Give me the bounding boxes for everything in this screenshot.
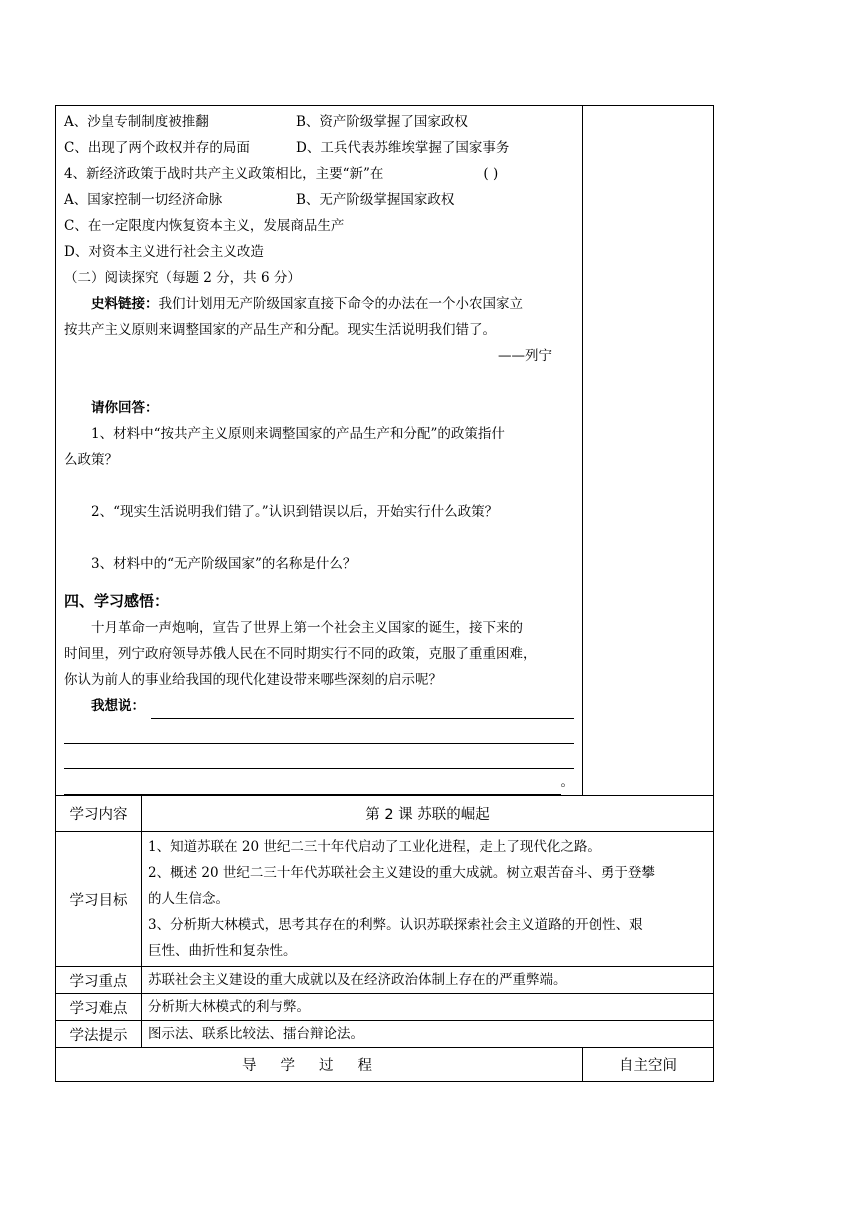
worksheet-table [55,105,714,1082]
answer-line-4-row [64,769,574,795]
q4-option-a: A、国家控制一切经济命脉 [64,192,223,208]
reflection-line-3: 你认为前人的事业给我国的现代化建设带来哪些深刻的启示呢？ [64,672,442,688]
objective-line-5: 巨性、曲折性和复杂性。 [148,943,297,959]
q4-option-b: B、无产阶级掌握国家政权 [296,192,455,208]
end-mark: 。 [560,774,574,790]
process-label: 导学过程 [56,1048,583,1082]
q4-option-d: D、对资本主义进行社会主义改造 [64,244,264,260]
worksheet [55,105,713,1082]
option-d: D、工兵代表苏维埃掌握了国家事务 [296,140,510,156]
reading-q1-line2: 么政策？ [64,452,118,468]
reading-q1-line1: 1、材料中“按共产主义原则来调整国家的产品生产和分配”的政策指什 [91,426,505,442]
source-label: 史料链接： [91,296,159,312]
my-view-row [64,693,574,719]
answer-line-1[interactable] [151,698,574,719]
answer-line-3[interactable] [64,744,574,769]
source-author: ——列宁 [498,348,552,364]
objectives-cell [142,832,714,967]
reading-q2: 2、“现实生活说明我们错了。”认识到错误以后，开始实行什么政策？ [91,504,499,520]
method-text: 图示法、联系比较法、擂台辩论法。 [142,1021,714,1048]
objectives-label: 学习目标 [56,832,142,967]
my-view-label: 我想说： [91,698,145,714]
section-4-heading: 四、学习感悟： [64,592,170,610]
method-label: 学法提示 [56,1021,142,1048]
reflection-line-2: 时间里，列宁政府领导苏俄人民在不同时期实行不同的政策，克服了重重困难， [64,646,537,662]
source-text-1: 我们计划用无产阶级国家直接下命令的办法在一个小农国家立 [158,296,523,312]
lesson-title: 第 2 课 苏联的崛起 [142,796,714,832]
option-b: B、资产阶级掌握了国家政权 [296,114,468,130]
question-4-stem: 4、新经济政策于战时共产主义政策相比，主要“新”在 [64,166,384,182]
reflection-line-1: 十月革命一声炮响，宣告了世界上第一个社会主义国家的诞生，接下来的 [91,620,523,636]
space-label: 自主空间 [583,1048,714,1082]
q3-options-cd [64,135,574,161]
margin-space-cell [583,106,714,796]
q4-options-ab [64,187,574,213]
option-c: C、出现了两个政权并存的局面 [64,140,250,156]
answer-line-2[interactable] [64,719,574,744]
answer-line-4[interactable] [64,772,561,795]
difficulty-text: 分析斯大林模式的利与弊。 [142,994,714,1021]
key-text: 苏联社会主义建设的重大成就以及在经济政治体制上存在的严重弊端。 [142,967,714,994]
key-label: 学习重点 [56,967,142,994]
reading-heading: （二）阅读探究（每题 2 分，共 6 分） [64,270,301,286]
option-a: A、沙皇专制制度被推翻 [64,114,209,130]
content-label: 学习内容 [56,796,142,832]
source-text-2: 按共产主义原则来调整国家的产品生产和分配。现实生活说明我们错了。 [64,322,496,338]
objective-line-3: 的人生信念。 [148,891,229,907]
answer-paren: ( ) [483,166,499,182]
q3-options-ab [64,109,574,135]
difficulty-label: 学习难点 [56,994,142,1021]
objective-line-1: 1、知道苏联在 20 世纪二三十年代启动了工业化进程，走上了现代化之路。 [148,839,601,855]
source-line-1 [64,291,574,317]
answer-prompt: 请你回答： [91,400,159,416]
q4-option-c: C、在一定限度内恢复资本主义，发展商品生产 [64,218,345,234]
reading-q3: 3、材料中的“无产阶级国家”的名称是什么？ [91,556,357,572]
objective-line-2: 2、概述 20 世纪二三十年代苏联社会主义建设的重大成就。树立艰苦奋斗、勇于登攀 [148,865,655,881]
objective-line-4: 3、分析斯大林模式，思考其存在的利弊。认识苏联探索社会主义道路的开创性、艰 [148,917,643,933]
exercise-cell [56,106,583,796]
question-4 [64,161,574,187]
